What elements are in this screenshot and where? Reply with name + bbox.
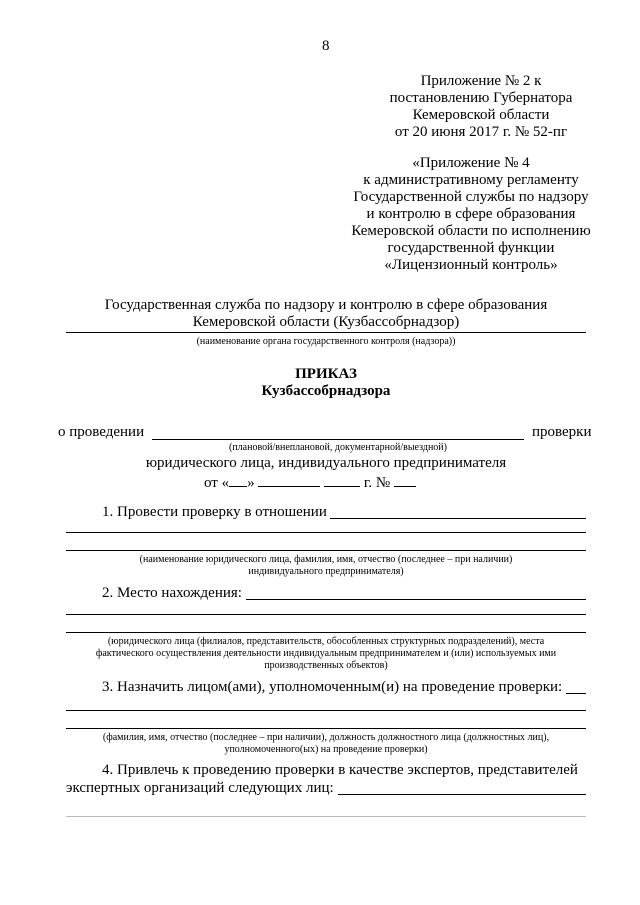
date-year-label: г. №	[363, 475, 391, 491]
item-2-caption-line: производственных объектов)	[264, 660, 388, 671]
order-subtitle: Кузбассобрнадзора	[261, 383, 391, 399]
item-1-field[interactable]	[330, 518, 586, 519]
date-prefix: от «	[204, 475, 230, 491]
inspection-type-field[interactable]	[152, 439, 524, 440]
appendix-4-line: к административному регламенту	[363, 172, 579, 188]
appendix-2-line: Приложение № 2 к	[420, 73, 542, 89]
item-4-line-2: экспертных организаций следующих лиц:	[66, 780, 334, 796]
item-3-caption-line: уполномоченного(ых) на проведение проверки)	[224, 744, 428, 755]
date-mid: »	[247, 475, 255, 491]
item-3-line-3[interactable]	[66, 728, 586, 729]
appendix-4-line: Государственной службы по надзору	[353, 189, 589, 205]
date-month-field[interactable]	[258, 472, 320, 487]
item-2-caption	[66, 636, 586, 672]
item-1-label: 1. Провести проверку в отношении	[102, 504, 327, 520]
item-2-caption-line: (юридического лица (филиалов, представительств, обособленных структурных подразделений), места	[107, 636, 545, 647]
item-1-line-3[interactable]	[66, 550, 586, 551]
order-date-line	[204, 472, 416, 492]
item-3-field[interactable]	[566, 693, 586, 694]
date-day-field[interactable]	[229, 472, 247, 487]
item-3-caption-line: (фамилия, имя, отчество (последнее – при наличии), должность должностного лица (должностных лиц),	[102, 732, 550, 743]
date-year-field[interactable]	[324, 472, 360, 487]
appendix-4-line: «Приложение № 4	[412, 155, 530, 171]
item-1-caption-line: индивидуального предпринимателя)	[248, 566, 404, 577]
item-2-line-2[interactable]	[66, 614, 586, 615]
appendix-4-line: «Лицензионный контроль»	[384, 257, 558, 273]
authority-line-1: Государственная служба по надзору и контролю в сфере образования	[104, 297, 548, 313]
appendix-2-line: постановлению Губернатора	[389, 90, 573, 106]
item-1-caption-line: (наименование юридического лица, фамилия, имя, отчество (последнее – при наличии)	[139, 554, 513, 565]
about-right-label: проверки	[532, 424, 592, 440]
item-2-label: 2. Место нахождения:	[102, 585, 242, 601]
item-1-caption	[66, 554, 586, 578]
authority-line-2: Кемеровской области (Кузбассобрнадзор)	[192, 314, 460, 330]
authority-underline	[66, 332, 586, 333]
item-4-line-3[interactable]	[66, 816, 586, 817]
appendix-4-line: и контролю в сфере образования	[366, 206, 576, 222]
order-title: ПРИКАЗ	[295, 366, 357, 382]
entity-label: юридического лица, индивидуального предпринимателя	[145, 455, 507, 471]
order-number-field[interactable]	[394, 472, 416, 487]
item-2-caption-line: фактического осуществления деятельности индивидуальным предпринимателем и (или) используемых ими	[95, 648, 557, 659]
authority-name	[66, 297, 586, 331]
appendix-4-block	[336, 155, 606, 274]
item-2-field[interactable]	[246, 599, 586, 600]
page-number: 8	[322, 38, 330, 54]
item-3-line-2[interactable]	[66, 710, 586, 711]
item-1-line-2[interactable]	[66, 532, 586, 533]
authority-caption: (наименование органа государственного контроля (надзора))	[196, 336, 456, 347]
appendix-4-line: Кемеровской области по исполнению	[351, 223, 591, 239]
inspection-type-caption: (плановой/внеплановой, документарной/выездной)	[229, 442, 447, 453]
item-4-field[interactable]	[338, 794, 586, 795]
appendix-2-line: от 20 июня 2017 г. № 52-пг	[394, 124, 568, 140]
about-left-label: о проведении	[58, 424, 145, 440]
appendix-4-line: государственной функции	[387, 240, 555, 256]
item-3-caption	[66, 732, 586, 756]
item-4-line-1: 4. Привлечь к проведению проверки в качестве экспертов, представителей	[102, 762, 578, 778]
item-3-label: 3. Назначить лицом(ами), уполномоченным(и) на проведение проверки:	[102, 679, 563, 695]
appendix-2-line: Кемеровской области	[412, 107, 550, 123]
appendix-2-block	[356, 73, 606, 141]
item-2-line-3[interactable]	[66, 632, 586, 633]
